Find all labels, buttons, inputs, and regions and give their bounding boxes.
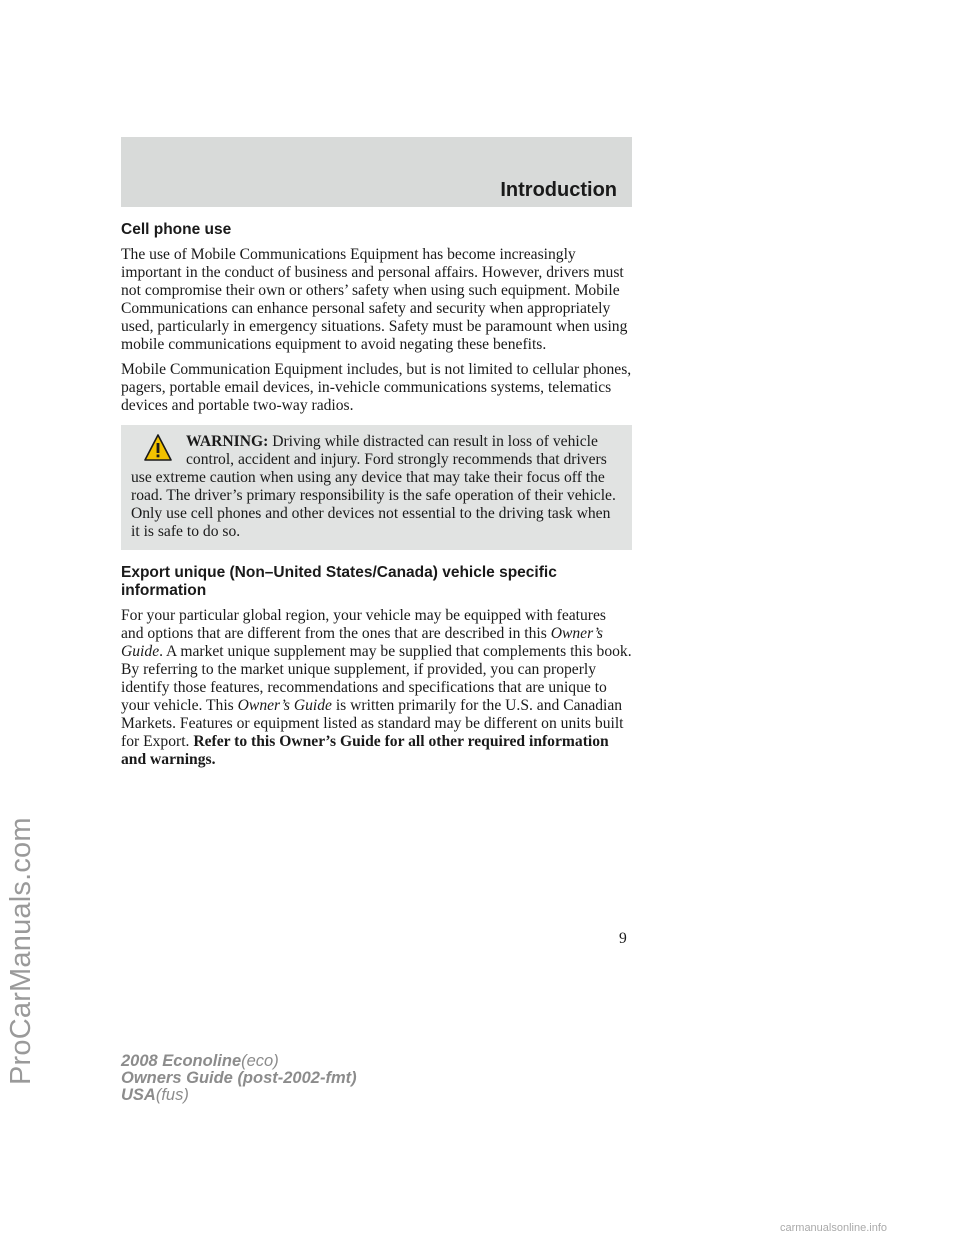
section-title: Introduction — [500, 179, 617, 201]
cell-phone-paragraph-2: Mobile Communication Equipment includes, but is not limited to cellular phones, pagers, portable email devices, in-vehicle communications systems, telematics devices and portable two-way radios. — [121, 361, 632, 414]
export-text-3: is written primarily for the U.S. and Canadian Markets. Features or equipment listed as standard may be different on units built for Export. — [121, 697, 624, 750]
footer-line-3 — [121, 1087, 357, 1104]
warning-label: WARNING: — [186, 433, 269, 450]
section-header-band — [121, 137, 632, 207]
bottom-watermark: carmanualsonline.info — [780, 1222, 888, 1234]
footer-line-2: Owners Guide (post-2002-fmt) — [121, 1069, 357, 1087]
footer-model: 2008 Econoline — [121, 1052, 242, 1070]
document-footer — [121, 1053, 357, 1104]
export-text-1: For your particular global region, your vehicle may be equipped with features and options that are different from the ones that are described in this — [121, 607, 606, 642]
owners-guide-italic-1: Owner’s Guide — [121, 625, 603, 660]
page-number: 9 — [619, 930, 627, 947]
footer-market-code: (fus) — [155, 1086, 189, 1104]
warning-triangle-icon — [143, 433, 173, 463]
export-text-2: . A market unique supplement may be supplied that complements this book. By referring to the market unique supplement, if provided, you can properly identify those features, recommendations and specifications that are unique to your vehicle. This — [121, 643, 632, 714]
export-bold-note: Refer to this Owner’s Guide for all other required information and warnings. — [121, 733, 609, 768]
footer-line-1 — [121, 1053, 357, 1070]
footer-market: USA — [121, 1086, 156, 1104]
cell-phone-paragraph-1: The use of Mobile Communications Equipment has become increasingly important in the conduct of business and personal affairs. However, drivers must not compromise their own or others’ safety when using such equipment. Mobile Communications can enhance personal safety and security when appropriately used, particularly in emergency situations. Safety must be paramount when using mobile communications equipment to avoid negating these benefits. — [121, 246, 628, 353]
side-watermark: ProCarManuals.com — [5, 817, 37, 1085]
warning-box — [121, 425, 632, 550]
export-heading: Export unique (Non–United States/Canada) vehicle specific information — [121, 564, 557, 599]
footer-model-code: (eco) — [241, 1052, 279, 1070]
warning-text: Driving while distracted can result in loss of vehicle control, accident and injury. Ford strongly recommends that drivers use extreme caution when using any device that may take their focus off the road. The driver’s primary responsibility is the safe operation of their vehicle. Only use cell phones and other devices not essential to the driving task when it is safe to do so. — [131, 433, 616, 540]
page-content — [121, 221, 632, 776]
cell-phone-heading: Cell phone use — [121, 221, 232, 238]
owners-guide-italic-2: Owner’s Guide — [237, 697, 332, 714]
export-paragraph — [121, 607, 632, 769]
